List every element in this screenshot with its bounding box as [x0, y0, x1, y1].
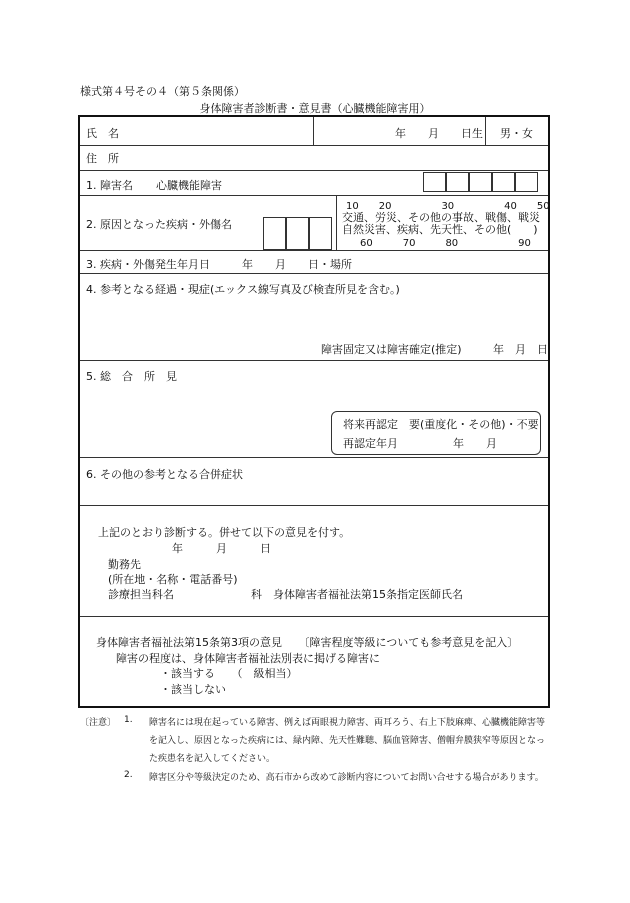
cause-options-line1: 交通、労災、その他の事故、戦傷、戦災: [342, 211, 540, 224]
cause-codes-bottom: 60 70 80 90: [360, 238, 531, 249]
diagnosis-date: 年 月 日: [172, 542, 271, 555]
cause-divider: [336, 195, 337, 250]
cause-code-box[interactable]: [286, 217, 309, 250]
disability-name-label: 1. 障害名: [86, 179, 133, 192]
note-1-line1: 障害名には現在起っている障害、例えば両眼視力障害、両耳ろう、右上下肢麻痺、心臓機能障害等: [149, 718, 546, 728]
fixed-date-label: 障害固定又は障害確定(推定): [321, 343, 462, 356]
form-number: 様式第４号その４（第５条関係）: [80, 85, 245, 98]
option-not-applicable[interactable]: ・該当しない: [160, 683, 226, 696]
note-1-line2: を記入し、原因となった疾病には、緑内障、先天性難聴、脳血管障害、僧帽弁膜狭窄等原因となっ: [149, 736, 546, 746]
code-box[interactable]: [446, 172, 469, 192]
code-box[interactable]: [469, 172, 492, 192]
cause-label: 2. 原因となった疾病・外傷名: [86, 218, 232, 231]
opinion-heading: 身体障害者福祉法第15条第3項の意見 〔障害程度等級についても参考意見を記入〕: [96, 636, 519, 649]
recert-label: 将来再認定 要(重度化・その他)・不要: [343, 418, 539, 431]
cause-code-box[interactable]: [309, 217, 332, 250]
birthdate-label: 年 月 日生: [395, 127, 483, 140]
note-1-line3: た疾患名を記入してください。: [149, 754, 276, 764]
row-divider: [80, 195, 548, 196]
name-label: 氏 名: [86, 127, 119, 140]
notes-label: 〔注意〕: [80, 718, 117, 728]
code-box[interactable]: [423, 172, 446, 192]
onset-date-value: 年 月 日・場所: [242, 258, 352, 271]
diagnosis-statement: 上記のとおり診断する。併せて以下の意見を付す。: [98, 526, 351, 539]
address-label: 住 所: [86, 152, 119, 165]
name-divider: [313, 117, 314, 145]
onset-date-label: 3. 疾病・外傷発生年月日: [86, 258, 210, 271]
row-divider: [80, 273, 548, 274]
cause-code-box[interactable]: [263, 217, 286, 250]
document-title: 身体障害者診断書・意見書（心臓機能障害用）: [199, 102, 431, 115]
recert-date: 再認定年月 年 月: [343, 437, 497, 450]
disability-name-value: 心臓機能障害: [156, 179, 222, 192]
row-divider: [80, 616, 548, 617]
row-divider: [80, 170, 548, 171]
row-divider: [80, 360, 548, 361]
cause-codes-top: 10 20 30 40 50: [346, 201, 550, 212]
overall-findings-label: 5. 総 合 所 見: [86, 370, 177, 383]
sex-divider: [485, 117, 486, 145]
note-2-line1: 障害区分や等級決定のため、高石市から改めて診断内容についてお問い合せする場合があります。: [149, 773, 544, 783]
row-divider: [80, 145, 548, 146]
workplace-label: 勤務先: [108, 558, 141, 571]
code-box[interactable]: [492, 172, 515, 192]
code-box[interactable]: [515, 172, 538, 192]
cause-options-line2: 自然災害、疾病、先天性、その他( ): [342, 223, 538, 236]
row-divider: [80, 250, 548, 251]
sex-label: 男・女: [500, 127, 533, 140]
row-divider: [80, 457, 548, 458]
doctor-line: 診療担当科名 科 身体障害者福祉法第15条指定医師氏名: [108, 588, 463, 601]
opinion-degree: 障害の程度は、身体障害者福祉法別表に掲げる障害に: [116, 652, 380, 665]
workplace-detail: (所在地・名称・電話番号): [108, 573, 238, 586]
row-divider: [80, 505, 548, 506]
form-frame: [78, 115, 550, 708]
option-applicable[interactable]: ・該当する （ 級相当）: [160, 667, 298, 680]
complications-label: 6. その他の参考となる合併症状: [86, 468, 243, 481]
fixed-date-value: 年 月 日: [493, 343, 548, 356]
note-1-number: 1.: [124, 715, 133, 725]
history-label: 4. 参考となる経過・現症(エックス線写真及び検査所見を含む。): [86, 283, 400, 296]
note-2-number: 2.: [124, 770, 133, 780]
